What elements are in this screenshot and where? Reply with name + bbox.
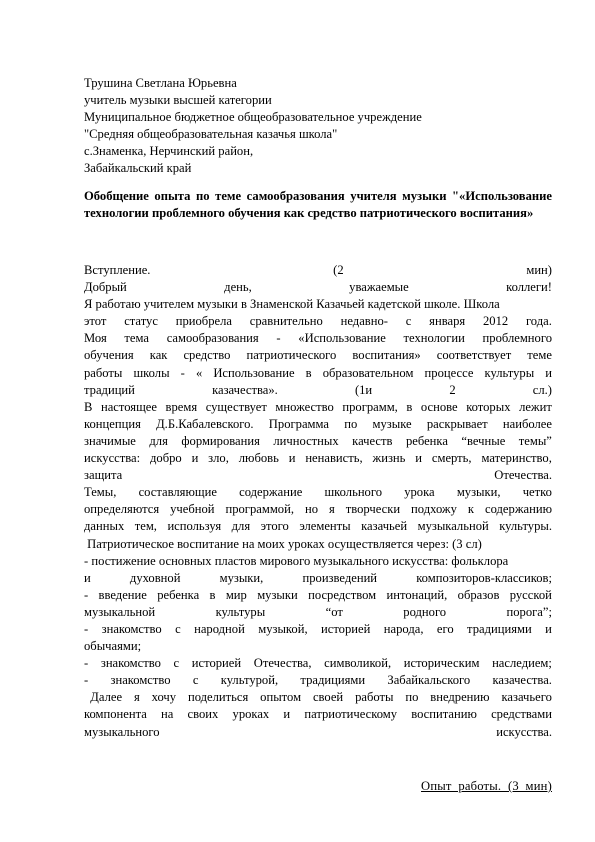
word: для xyxy=(149,433,168,448)
word: и xyxy=(191,451,199,466)
word: историческим xyxy=(403,656,480,671)
word: - постижение основных пластов мирового музыкального искусства: фольклора xyxy=(84,553,509,568)
word: с xyxy=(173,656,180,671)
word: используя xyxy=(167,519,222,534)
word: приобрела xyxy=(175,314,232,329)
paragraph-line xyxy=(84,518,552,535)
paragraph-line xyxy=(84,706,552,723)
word: «Использование xyxy=(298,331,386,346)
word: тема xyxy=(124,331,149,346)
word: музыкальной xyxy=(84,604,156,619)
word: любовь xyxy=(238,451,279,466)
word: технологии xyxy=(403,331,465,346)
word: средствами xyxy=(491,707,552,722)
word: мин) xyxy=(526,263,552,277)
word: смерть, xyxy=(431,451,472,466)
word: программой, xyxy=(225,502,294,517)
word: - xyxy=(276,331,281,346)
word: защита xyxy=(84,468,123,483)
word: поделиться xyxy=(187,690,249,705)
word: самообразования xyxy=(166,331,259,346)
word: музыке xyxy=(372,416,412,431)
paragraph-line xyxy=(84,279,552,296)
word: на xyxy=(161,707,174,722)
word: и xyxy=(545,365,552,380)
word: произведений xyxy=(302,570,378,585)
document-heading: Обобщение опыта по теме самообразования учителя музыки "«Использование технологии проблемного обучения как средство патриотического воспитания» xyxy=(84,189,552,221)
author-line: Трушина Светлана Юрьевна xyxy=(84,76,237,90)
word: по xyxy=(344,416,358,431)
word: знакомство xyxy=(100,656,161,671)
word: качеств xyxy=(352,433,393,448)
word: работы xyxy=(355,690,394,705)
word: казачества. xyxy=(492,673,552,688)
word: Отечества. xyxy=(494,468,552,483)
word: Добрый xyxy=(84,280,127,295)
word: соответствует xyxy=(436,348,512,363)
paragraph-line xyxy=(84,416,552,433)
word: существует xyxy=(205,399,267,414)
word: жизнь xyxy=(372,451,406,466)
paragraph-line xyxy=(84,587,552,604)
section-heading-experience: Опыт работы. (3 мин) xyxy=(421,779,552,793)
word: по xyxy=(405,690,419,705)
word: коллеги! xyxy=(506,280,552,295)
word: уважаемые xyxy=(349,280,409,295)
word: внедрению xyxy=(430,690,490,705)
paragraph-line: Патриотическое воспитание на моих уроках осуществляется через: (3 сл) xyxy=(84,536,482,551)
word: Вступление. xyxy=(84,263,151,277)
word: патриотическому xyxy=(304,707,398,722)
word: казачьей xyxy=(361,519,408,534)
word: тем, xyxy=(134,519,157,534)
word: знакомство xyxy=(101,621,162,636)
body-text xyxy=(84,262,552,741)
word: процессе xyxy=(424,365,474,380)
word: композиторов-классиков; xyxy=(416,570,552,585)
paragraph-line xyxy=(84,724,552,741)
word: культуры. xyxy=(499,519,552,534)
word: Д.Б.Кабалевского. xyxy=(156,416,254,431)
word: историей xyxy=(191,656,242,671)
word: творчески xyxy=(345,502,401,517)
word: Использование xyxy=(213,365,295,380)
author-line: "Средняя общеобразовательная казачья школа" xyxy=(84,127,338,142)
paragraph-line xyxy=(84,570,552,587)
word: уроках xyxy=(232,707,270,722)
word: - xyxy=(84,673,89,688)
word: музыкой, xyxy=(258,621,308,636)
word: порога”; xyxy=(506,604,552,619)
word: этого xyxy=(260,519,289,534)
word: наследием; xyxy=(492,656,552,671)
word: хочу xyxy=(151,690,177,705)
word: статус xyxy=(124,314,158,329)
word: зло, xyxy=(208,451,229,466)
word: этот xyxy=(84,314,107,329)
author-line: Забайкальский край xyxy=(84,161,192,176)
word: настоящее xyxy=(100,399,157,414)
word: - xyxy=(84,656,89,671)
paragraph-line xyxy=(84,621,552,638)
word: “вечные xyxy=(461,433,506,448)
word: Программа xyxy=(268,416,329,431)
word: историей xyxy=(321,621,371,636)
word: темы” xyxy=(518,433,552,448)
word: день, xyxy=(224,280,252,295)
word: интонаций, xyxy=(386,587,448,602)
word: патриотического xyxy=(246,348,337,363)
word: проблемного xyxy=(482,331,552,346)
word: своих xyxy=(187,707,219,722)
paragraph-line xyxy=(84,450,552,467)
word: множество xyxy=(275,399,334,414)
paragraph-line xyxy=(84,553,552,570)
word: опытом xyxy=(260,690,302,705)
word: личностных xyxy=(273,433,339,448)
word: содержание xyxy=(239,485,303,500)
author-line: Муниципальное бюджетное общеобразовательное учреждение xyxy=(84,110,422,125)
word: Темы, xyxy=(84,485,117,500)
word: своей xyxy=(312,690,344,705)
word: в xyxy=(305,365,312,380)
word: для xyxy=(231,519,251,534)
word: теме xyxy=(527,348,552,363)
word: содержанию xyxy=(485,502,552,517)
word: с xyxy=(175,621,181,636)
word: - xyxy=(180,365,185,380)
word: Забайкальского xyxy=(387,673,471,688)
author-block xyxy=(84,75,524,178)
author-line: учитель музыки высшей категории xyxy=(84,93,272,108)
word: лежит xyxy=(519,399,552,414)
word: воспитания» xyxy=(352,348,421,363)
word: но xyxy=(304,502,318,517)
word: « xyxy=(195,365,203,380)
word: и xyxy=(545,621,552,636)
word: традициями xyxy=(467,621,532,636)
word: казачества». xyxy=(212,382,278,397)
paragraph-line xyxy=(84,484,552,501)
word: концепция xyxy=(84,416,141,431)
word: раскрывает xyxy=(426,416,488,431)
word: с xyxy=(405,314,412,329)
word: введение xyxy=(98,587,147,602)
paragraph-line xyxy=(84,501,552,518)
word: сравнительно xyxy=(249,314,323,329)
word: определяются xyxy=(84,502,160,517)
word: работы xyxy=(84,365,123,380)
paragraph-line xyxy=(84,313,552,330)
word: и xyxy=(415,451,423,466)
word: компонента xyxy=(84,707,147,722)
word: (2 xyxy=(333,263,344,277)
word: искусства: xyxy=(84,451,141,466)
word: и xyxy=(283,707,291,722)
word: сл.) xyxy=(532,382,552,397)
word: Моя xyxy=(84,331,107,346)
word: (1и xyxy=(354,382,373,397)
word: материнство, xyxy=(481,451,552,466)
word: традиций xyxy=(84,382,135,397)
word: его xyxy=(436,621,454,636)
word: урока xyxy=(404,485,435,500)
word: я xyxy=(133,690,140,705)
paragraph-line xyxy=(84,689,552,706)
paragraph-line: обычаями; xyxy=(84,639,142,654)
word: подхожу xyxy=(411,502,457,517)
paragraph-line xyxy=(84,433,552,450)
word: как xyxy=(149,348,168,363)
paragraph-line xyxy=(84,347,552,364)
word: школьного xyxy=(324,485,383,500)
word: добро xyxy=(149,451,182,466)
word: Я работаю учителем музыки в Знаменской Казачьей кадетской школе. Школа xyxy=(84,297,500,312)
word: музыки, xyxy=(219,570,264,585)
word: знакомство xyxy=(110,673,171,688)
word: учебной xyxy=(170,502,215,517)
word: “от xyxy=(325,604,343,619)
word: - xyxy=(84,621,89,636)
word: музыки xyxy=(257,587,298,602)
word: которых xyxy=(466,399,511,414)
paragraph-line xyxy=(84,365,552,382)
paragraph-line xyxy=(84,382,552,399)
word: составляющие xyxy=(138,485,217,500)
word: ребенка xyxy=(405,433,448,448)
word: я xyxy=(328,502,335,517)
word: родного xyxy=(403,604,447,619)
word: Отечества, xyxy=(253,656,312,671)
word: Далее xyxy=(84,690,123,705)
word: и xyxy=(84,570,91,585)
word: школы xyxy=(133,365,170,380)
word: культуры xyxy=(484,365,535,380)
word: ребенка xyxy=(157,587,200,602)
word: января xyxy=(429,314,466,329)
word: - xyxy=(84,587,89,602)
word: музыкального xyxy=(84,724,160,739)
paragraph-line xyxy=(84,467,552,484)
word: четко xyxy=(522,485,552,500)
word: с xyxy=(192,673,199,688)
word: образовательном xyxy=(322,365,414,380)
word: основе xyxy=(420,399,458,414)
word: посредством xyxy=(308,587,377,602)
word: значимые xyxy=(84,433,136,448)
word: элементы xyxy=(299,519,351,534)
word: 2 xyxy=(449,382,456,397)
word: время xyxy=(165,399,198,414)
word: ненависть, xyxy=(305,451,363,466)
word: народа, xyxy=(383,621,424,636)
paragraph-line xyxy=(84,604,552,621)
word: музыки, xyxy=(456,485,501,500)
word: средство xyxy=(183,348,231,363)
paragraph-line xyxy=(84,330,552,347)
word: В xyxy=(84,399,93,414)
word: культурой, xyxy=(220,673,279,688)
word: духовной xyxy=(129,570,181,585)
word: программ, xyxy=(342,399,398,414)
word: в xyxy=(209,587,216,602)
word: данных xyxy=(84,519,125,534)
paragraph-line xyxy=(84,672,552,689)
word: воспитанию xyxy=(411,707,477,722)
word: казачьего xyxy=(501,690,552,705)
word: 2012 xyxy=(482,314,509,329)
word: народной xyxy=(194,621,245,636)
word: русской xyxy=(509,587,552,602)
word: к xyxy=(467,502,475,517)
word: традициями xyxy=(300,673,366,688)
word: мир xyxy=(225,587,247,602)
word: музыкальной xyxy=(417,519,489,534)
word: года. xyxy=(525,314,552,329)
word: обучения xyxy=(84,348,134,363)
word: и xyxy=(288,451,296,466)
word: культуры xyxy=(215,604,266,619)
author-line: с.Знаменка, Нерчинский район, xyxy=(84,144,254,159)
word: недавно- xyxy=(340,314,388,329)
paragraph-line xyxy=(84,655,552,672)
word: символикой, xyxy=(324,656,392,671)
word: искусства. xyxy=(496,724,552,739)
word: образов xyxy=(457,587,500,602)
word: наиболее xyxy=(502,416,552,431)
paragraph-line xyxy=(84,296,552,313)
word: формирования xyxy=(181,433,260,448)
paragraph-line xyxy=(84,399,552,416)
word: в xyxy=(406,399,413,414)
paragraph-line xyxy=(84,262,552,279)
